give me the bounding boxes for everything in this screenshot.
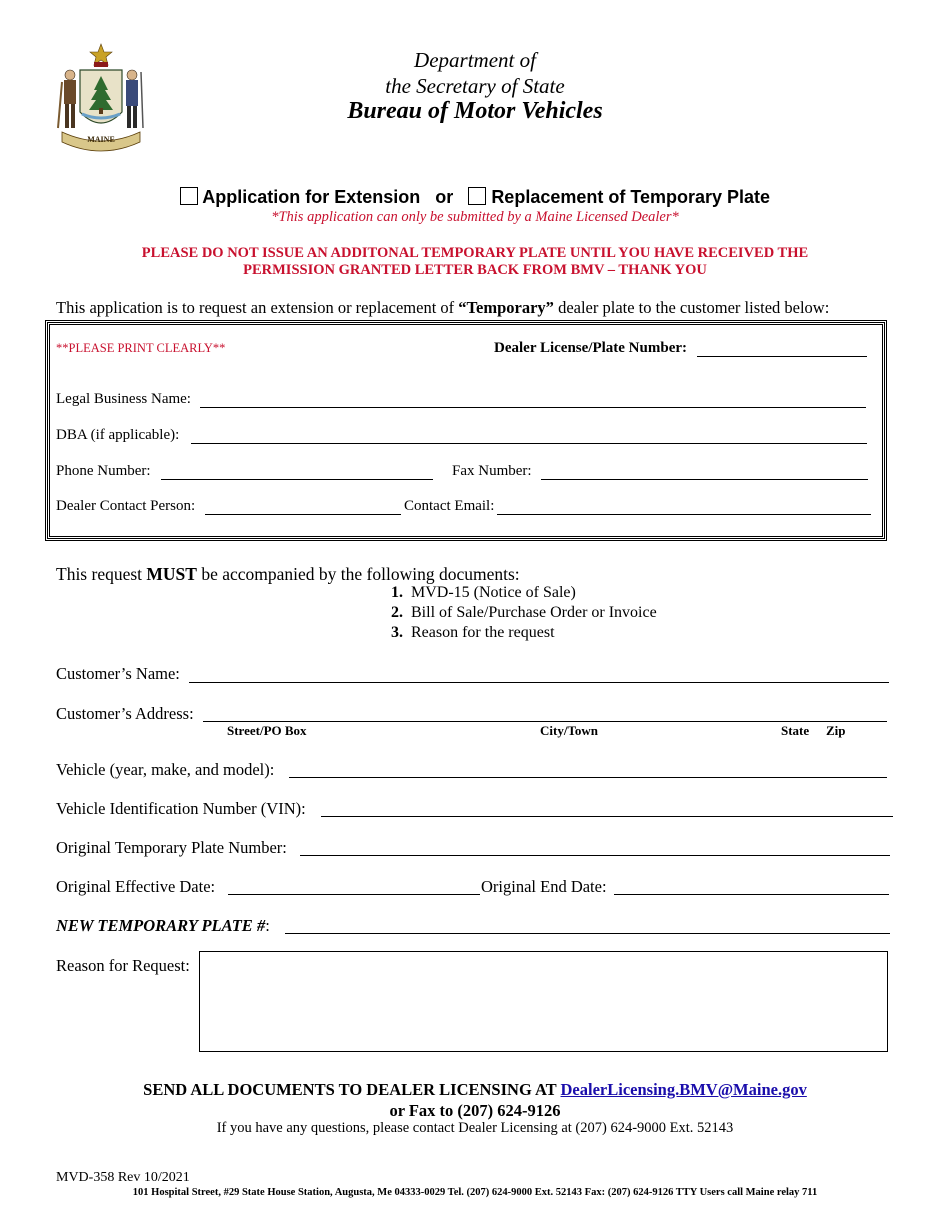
legal-business-name-input[interactable] <box>202 390 864 408</box>
warning-line-1: PLEASE DO NOT ISSUE AN ADDITONAL TEMPORARY PLATE UNTIL YOU HAVE RECEIVED THE <box>141 245 809 261</box>
customer-name-label: Customer’s Name: <box>56 664 180 683</box>
print-clearly-note: **PLEASE PRINT CLEARLY** <box>56 341 226 355</box>
phone-number-input[interactable] <box>163 462 431 480</box>
requirements-item-3 <box>391 624 555 642</box>
original-end-date-label: Original End Date: <box>481 877 607 896</box>
new-plate-colon: : <box>265 916 270 935</box>
requirements-bold: MUST <box>146 564 197 584</box>
send-documents-text: SEND ALL DOCUMENTS TO DEALER LICENSING AT <box>143 1080 561 1099</box>
requirements-item-2-number: 2. <box>391 604 403 621</box>
requirements-item-1-number: 1. <box>391 584 403 601</box>
vehicle-input[interactable] <box>291 759 885 777</box>
requirements-heading <box>56 564 520 585</box>
address-city-caption: City/Town <box>540 723 599 738</box>
fax-number-input[interactable] <box>543 462 866 480</box>
or-text: or <box>435 187 454 207</box>
original-end-date-line <box>614 894 889 895</box>
dealer-licensing-email-link[interactable]: DealerLicensing.BMV@Maine.gov <box>560 1080 807 1099</box>
original-plate-line <box>300 855 890 856</box>
warning-line-2: PERMISSION GRANTED LETTER BACK FROM BMV – THANK YOU <box>243 262 707 278</box>
original-plate-label: Original Temporary Plate Number: <box>56 838 287 857</box>
questions-line: If you have any questions, please contact Dealer Licensing at (207) 624-9000 Ext. 52143 <box>216 1120 734 1136</box>
dba-label: DBA (if applicable): <box>56 427 180 443</box>
customer-address-label: Customer’s Address: <box>56 704 194 723</box>
address-state-caption: State <box>781 723 810 738</box>
customer-name-line <box>189 682 889 683</box>
vin-label: Vehicle Identification Number (VIN): <box>56 799 306 818</box>
vehicle-label: Vehicle (year, make, and model): <box>56 760 275 779</box>
fax-number-label: Fax Number: <box>452 463 532 479</box>
department-line-1: Department of <box>414 48 536 72</box>
form-title <box>0 187 950 208</box>
send-documents-line <box>0 1080 950 1100</box>
reason-label: Reason for Request: <box>56 956 190 975</box>
address-street-caption: Street/PO Box <box>227 723 307 738</box>
requirements-before: This request <box>56 564 147 584</box>
form-id: MVD-358 Rev 10/2021 <box>56 1170 190 1185</box>
requirements-item-1-text: MVD-15 (Notice of Sale) <box>411 584 576 601</box>
new-temporary-plate-input[interactable] <box>287 915 888 933</box>
legal-business-name-label: Legal Business Name: <box>56 391 191 407</box>
dealer-license-input[interactable] <box>699 339 865 357</box>
dealer-contact-person-input[interactable] <box>207 497 399 515</box>
customer-address-line <box>203 721 887 722</box>
intro-text <box>56 298 829 318</box>
requirements-after: be accompanied by the following documents: <box>196 564 520 584</box>
vehicle-line <box>289 777 887 778</box>
seal-banner-text: MAINE <box>87 135 115 144</box>
requirements-item-1 <box>391 584 576 602</box>
vin-input[interactable] <box>323 798 891 816</box>
original-effective-date-input[interactable] <box>230 876 478 894</box>
replacement-option-label: Replacement of Temporary Plate <box>491 187 771 207</box>
new-temporary-plate-line <box>285 933 890 934</box>
original-effective-date-label: Original Effective Date: <box>56 877 216 896</box>
requirements-item-2 <box>391 604 657 622</box>
intro-bold: “Temporary” <box>458 298 554 317</box>
requirements-item-3-number: 3. <box>391 624 403 641</box>
original-end-date-input[interactable] <box>616 876 887 894</box>
requirements-item-2-text: Bill of Sale/Purchase Order or Invoice <box>411 604 657 621</box>
new-plate-label-text: NEW TEMPORARY PLATE # <box>56 916 266 935</box>
address-zip-caption: Zip <box>826 723 846 738</box>
customer-name-input[interactable] <box>191 664 887 682</box>
intro-before: This application is to request an extension or replacement of <box>56 298 459 317</box>
contact-email-label: Contact Email: <box>404 498 495 514</box>
reason-textarea[interactable] <box>199 951 888 1052</box>
replacement-checkbox[interactable] <box>468 187 486 205</box>
new-temporary-plate-label <box>56 916 270 936</box>
intro-after: dealer plate to the customer listed below: <box>553 298 830 317</box>
dba-input[interactable] <box>193 426 865 444</box>
phone-number-label: Phone Number: <box>56 463 151 479</box>
extension-checkbox[interactable] <box>180 187 198 205</box>
dealer-license-label: Dealer License/Plate Number: <box>494 340 688 356</box>
vin-line <box>321 816 893 817</box>
bureau-title: Bureau of Motor Vehicles <box>347 98 603 124</box>
address-footer: 101 Hospital Street, #29 State House Station, Augusta, Me 04333-0029 Tel. (207) 624-9000 Ext. 52143 Fax: (207) 624-9126 TTY Users call Maine relay 711 <box>132 1187 818 1198</box>
contact-email-input[interactable] <box>499 497 869 515</box>
original-plate-input[interactable] <box>302 837 888 855</box>
dealer-only-note: *This application can only be submitted by a Maine Licensed Dealer* <box>271 209 679 225</box>
original-effective-date-line <box>228 894 480 895</box>
requirements-item-3-text: Reason for the request <box>411 624 555 641</box>
department-line-2: the Secretary of State <box>385 74 565 98</box>
extension-option-label: Application for Extension <box>202 187 421 207</box>
customer-address-input[interactable] <box>205 703 885 721</box>
fax-line: or Fax to (207) 624-9126 <box>389 1101 561 1120</box>
dealer-contact-person-label: Dealer Contact Person: <box>56 498 196 514</box>
